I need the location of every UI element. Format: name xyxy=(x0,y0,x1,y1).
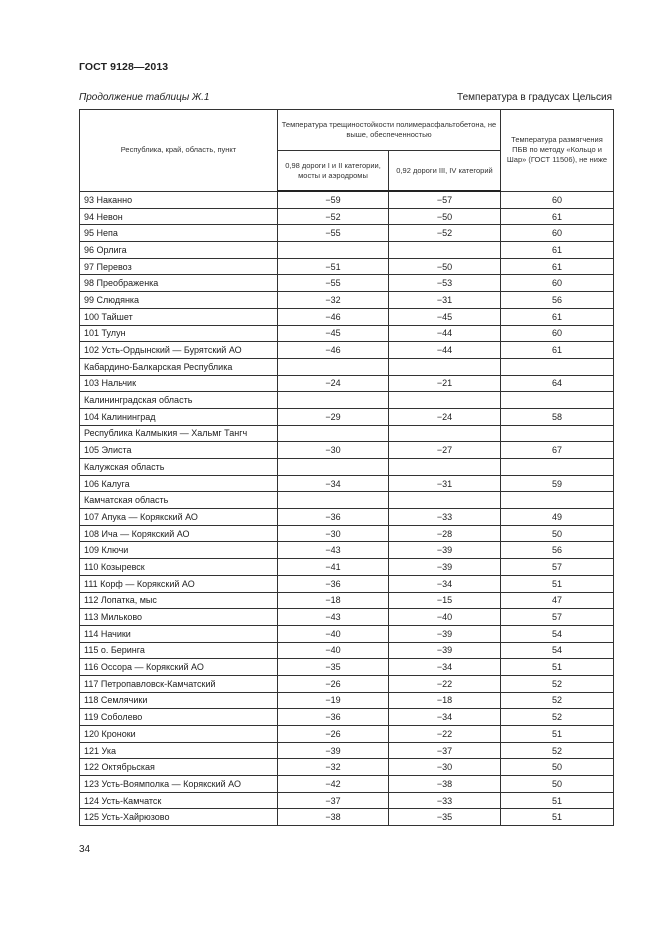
crack-temp-098-cell: −43 xyxy=(278,542,389,559)
group-name-cell: Республика Калмыкия — Хальмг Тангч xyxy=(80,425,278,442)
location-name-cell: 100 Тайшет xyxy=(80,308,278,325)
table-row xyxy=(80,592,614,609)
header-softening-temperature: Температура размягчения ПБВ по методу «Кольцо и Шар» (ГОСТ 11506), не ниже xyxy=(501,110,614,192)
crack-temp-092-cell: −34 xyxy=(389,659,501,676)
table-row xyxy=(80,742,614,759)
softening-temp-cell: 50 xyxy=(501,759,614,776)
crack-temp-092-cell: −33 xyxy=(389,509,501,526)
table-row xyxy=(80,709,614,726)
crack-temp-098-cell: −32 xyxy=(278,292,389,309)
table-row xyxy=(80,776,614,793)
crack-temp-098-cell xyxy=(278,459,389,476)
softening-temp-cell: 61 xyxy=(501,242,614,259)
table-row xyxy=(80,609,614,626)
location-name-cell: 119 Соболево xyxy=(80,709,278,726)
group-name-cell: Камчатская область xyxy=(80,492,278,509)
table-row xyxy=(80,242,614,259)
table-row xyxy=(80,275,614,292)
crack-temp-092-cell: −18 xyxy=(389,692,501,709)
softening-temp-cell: 49 xyxy=(501,509,614,526)
softening-temp-cell: 61 xyxy=(501,342,614,359)
crack-temp-092-cell: −15 xyxy=(389,592,501,609)
location-name-cell: 102 Усть-Ордынский — Бурятский АО xyxy=(80,342,278,359)
location-name-cell: 124 Усть-Камчатск xyxy=(80,792,278,809)
crack-temp-098-cell xyxy=(278,358,389,375)
crack-temp-092-cell: −34 xyxy=(389,575,501,592)
softening-temp-cell xyxy=(501,392,614,409)
group-name-cell: Калининградская область xyxy=(80,392,278,409)
crack-temp-092-cell: −52 xyxy=(389,225,501,242)
table-row xyxy=(80,208,614,225)
crack-temp-092-cell: −39 xyxy=(389,642,501,659)
crack-temp-092-cell: −53 xyxy=(389,275,501,292)
softening-temp-cell: 51 xyxy=(501,792,614,809)
table-group-row xyxy=(80,392,614,409)
crack-temp-092-cell: −21 xyxy=(389,375,501,392)
location-name-cell: 99 Слюдянка xyxy=(80,292,278,309)
softening-temp-cell: 52 xyxy=(501,675,614,692)
location-name-cell: 109 Ключи xyxy=(80,542,278,559)
crack-temp-098-cell: −30 xyxy=(278,525,389,542)
crack-temp-098-cell: −30 xyxy=(278,442,389,459)
softening-temp-cell: 61 xyxy=(501,208,614,225)
location-name-cell: 108 Ича — Корякский АО xyxy=(80,525,278,542)
softening-temp-cell: 60 xyxy=(501,225,614,242)
softening-temp-cell: 57 xyxy=(501,559,614,576)
location-name-cell: 118 Семлячики xyxy=(80,692,278,709)
table-group-row xyxy=(80,492,614,509)
softening-temp-cell: 60 xyxy=(501,275,614,292)
crack-temp-092-cell: −57 xyxy=(389,191,501,208)
softening-temp-cell: 50 xyxy=(501,525,614,542)
crack-temp-092-cell: −40 xyxy=(389,609,501,626)
location-name-cell: 111 Корф — Корякский АО xyxy=(80,575,278,592)
crack-temp-098-cell: −42 xyxy=(278,776,389,793)
location-name-cell: 98 Преображенка xyxy=(80,275,278,292)
crack-temp-098-cell xyxy=(278,392,389,409)
location-name-cell: 93 Наканно xyxy=(80,191,278,208)
softening-temp-cell xyxy=(501,492,614,509)
table-row xyxy=(80,625,614,642)
table-row xyxy=(80,408,614,425)
location-name-cell: 94 Невон xyxy=(80,208,278,225)
table-row xyxy=(80,308,614,325)
softening-temp-cell: 52 xyxy=(501,742,614,759)
table-group-row xyxy=(80,358,614,375)
crack-temp-092-cell xyxy=(389,425,501,442)
location-name-cell: 104 Калининград xyxy=(80,408,278,425)
crack-temp-092-cell xyxy=(389,242,501,259)
table-group-row xyxy=(80,459,614,476)
table-header xyxy=(80,110,614,192)
table-row xyxy=(80,525,614,542)
header-crack-resistance: Температура трещиностойкости полимерасфальтобетона, не выше, обеспеченностью xyxy=(278,110,501,151)
table-row xyxy=(80,475,614,492)
crack-temp-098-cell xyxy=(278,242,389,259)
table-row xyxy=(80,792,614,809)
table-row xyxy=(80,675,614,692)
table-row xyxy=(80,375,614,392)
crack-temp-098-cell: −59 xyxy=(278,191,389,208)
table-row xyxy=(80,509,614,526)
table-row xyxy=(80,692,614,709)
softening-temp-cell: 60 xyxy=(501,191,614,208)
crack-temp-092-cell: −33 xyxy=(389,792,501,809)
crack-temp-092-cell: −34 xyxy=(389,709,501,726)
crack-temp-098-cell: −55 xyxy=(278,275,389,292)
table-continuation-caption: Продолжение таблицы Ж.1 xyxy=(79,92,210,103)
softening-temp-cell: 54 xyxy=(501,642,614,659)
location-name-cell: 117 Петропавловск-Камчатский xyxy=(80,675,278,692)
crack-temp-098-cell: −37 xyxy=(278,792,389,809)
crack-temp-098-cell: −43 xyxy=(278,609,389,626)
softening-temp-cell: 58 xyxy=(501,408,614,425)
table-row xyxy=(80,191,614,208)
crack-temp-098-cell: −39 xyxy=(278,742,389,759)
crack-temp-098-cell: −38 xyxy=(278,809,389,826)
group-name-cell: Калужская область xyxy=(80,459,278,476)
crack-temp-092-cell: −28 xyxy=(389,525,501,542)
crack-temp-098-cell: −35 xyxy=(278,659,389,676)
location-name-cell: 107 Апука — Корякский АО xyxy=(80,509,278,526)
crack-temp-098-cell xyxy=(278,492,389,509)
softening-temp-cell: 64 xyxy=(501,375,614,392)
crack-temp-092-cell: −31 xyxy=(389,292,501,309)
location-name-cell: 95 Непа xyxy=(80,225,278,242)
softening-temp-cell: 61 xyxy=(501,258,614,275)
table-row xyxy=(80,542,614,559)
softening-temp-cell: 59 xyxy=(501,475,614,492)
table-row xyxy=(80,225,614,242)
group-name-cell: Кабардино-Балкарская Республика xyxy=(80,358,278,375)
location-name-cell: 106 Калуга xyxy=(80,475,278,492)
softening-temp-cell: 56 xyxy=(501,542,614,559)
table-row xyxy=(80,559,614,576)
location-name-cell: 97 Перевоз xyxy=(80,258,278,275)
crack-temp-098-cell: −40 xyxy=(278,642,389,659)
document-title: ГОСТ 9128—2013 xyxy=(79,61,169,73)
softening-temp-cell: 51 xyxy=(501,809,614,826)
location-name-cell: 120 Кроноки xyxy=(80,726,278,743)
table-group-row xyxy=(80,425,614,442)
table-row xyxy=(80,759,614,776)
crack-temp-098-cell: −36 xyxy=(278,509,389,526)
crack-temp-092-cell: −45 xyxy=(389,308,501,325)
crack-temp-092-cell: −24 xyxy=(389,408,501,425)
softening-temp-cell: 51 xyxy=(501,726,614,743)
crack-temp-098-cell: −36 xyxy=(278,575,389,592)
table-row xyxy=(80,258,614,275)
softening-temp-cell xyxy=(501,358,614,375)
header-probability-092: 0,92 дороги III, IV категорий xyxy=(389,151,501,192)
location-name-cell: 103 Нальчик xyxy=(80,375,278,392)
softening-temp-cell: 61 xyxy=(501,308,614,325)
crack-temp-092-cell: −22 xyxy=(389,726,501,743)
location-name-cell: 116 Оссора — Корякский АО xyxy=(80,659,278,676)
crack-temp-092-cell: −37 xyxy=(389,742,501,759)
table-row xyxy=(80,659,614,676)
softening-temp-cell: 57 xyxy=(501,609,614,626)
crack-temp-092-cell: −39 xyxy=(389,559,501,576)
crack-temp-092-cell: −50 xyxy=(389,208,501,225)
location-name-cell: 101 Тулун xyxy=(80,325,278,342)
location-name-cell: 113 Мильково xyxy=(80,609,278,626)
softening-temp-cell xyxy=(501,459,614,476)
location-name-cell: 122 Октябрьская xyxy=(80,759,278,776)
crack-temp-098-cell: −52 xyxy=(278,208,389,225)
softening-temp-cell: 51 xyxy=(501,659,614,676)
softening-temp-cell: 52 xyxy=(501,692,614,709)
crack-temp-092-cell: −44 xyxy=(389,325,501,342)
softening-temp-cell: 47 xyxy=(501,592,614,609)
softening-temp-cell: 51 xyxy=(501,575,614,592)
crack-temp-098-cell: −46 xyxy=(278,308,389,325)
crack-temp-092-cell: −50 xyxy=(389,258,501,275)
crack-temp-092-cell: −39 xyxy=(389,542,501,559)
crack-temp-092-cell: −22 xyxy=(389,675,501,692)
crack-temp-098-cell: −18 xyxy=(278,592,389,609)
softening-temp-cell: 56 xyxy=(501,292,614,309)
page-number: 34 xyxy=(79,844,91,855)
crack-temp-098-cell: −41 xyxy=(278,559,389,576)
softening-temp-cell: 50 xyxy=(501,776,614,793)
crack-temp-092-cell xyxy=(389,492,501,509)
crack-temp-092-cell: −35 xyxy=(389,809,501,826)
header-probability-098: 0,98 дороги I и II категории, мосты и аэродромы xyxy=(278,151,389,192)
table-row xyxy=(80,342,614,359)
table-body xyxy=(80,191,614,826)
crack-temp-098-cell: −26 xyxy=(278,726,389,743)
location-name-cell: 121 Ука xyxy=(80,742,278,759)
crack-temp-092-cell: −31 xyxy=(389,475,501,492)
table-row xyxy=(80,575,614,592)
crack-temp-092-cell: −44 xyxy=(389,342,501,359)
table-row xyxy=(80,642,614,659)
crack-temp-092-cell: −30 xyxy=(389,759,501,776)
crack-temp-098-cell: −51 xyxy=(278,258,389,275)
softening-temp-cell xyxy=(501,425,614,442)
crack-temp-098-cell: −46 xyxy=(278,342,389,359)
temperature-unit-note: Температура в градусах Цельсия xyxy=(457,92,612,103)
crack-temp-098-cell: −45 xyxy=(278,325,389,342)
softening-temp-cell: 67 xyxy=(501,442,614,459)
crack-temp-098-cell: −24 xyxy=(278,375,389,392)
location-name-cell: 96 Орлига xyxy=(80,242,278,259)
crack-temp-092-cell xyxy=(389,392,501,409)
crack-temp-098-cell: −40 xyxy=(278,625,389,642)
crack-temp-098-cell: −29 xyxy=(278,408,389,425)
location-name-cell: 105 Элиста xyxy=(80,442,278,459)
crack-temp-098-cell: −36 xyxy=(278,709,389,726)
table-row xyxy=(80,809,614,826)
table-row xyxy=(80,292,614,309)
table-row xyxy=(80,442,614,459)
table-row xyxy=(80,325,614,342)
location-name-cell: 125 Усть-Хайрюзово xyxy=(80,809,278,826)
crack-temp-092-cell: −27 xyxy=(389,442,501,459)
softening-temp-cell: 54 xyxy=(501,625,614,642)
crack-temp-098-cell xyxy=(278,425,389,442)
location-name-cell: 110 Козыревск xyxy=(80,559,278,576)
crack-temp-098-cell: −32 xyxy=(278,759,389,776)
softening-temp-cell: 52 xyxy=(501,709,614,726)
crack-temp-092-cell: −38 xyxy=(389,776,501,793)
softening-temp-cell: 60 xyxy=(501,325,614,342)
crack-temp-092-cell: −39 xyxy=(389,625,501,642)
location-name-cell: 112 Лопатка, мыс xyxy=(80,592,278,609)
location-name-cell: 114 Начики xyxy=(80,625,278,642)
crack-temp-098-cell: −55 xyxy=(278,225,389,242)
location-name-cell: 123 Усть-Воямполка — Корякский АО xyxy=(80,776,278,793)
location-name-cell: 115 о. Беринга xyxy=(80,642,278,659)
crack-temp-092-cell xyxy=(389,459,501,476)
crack-temp-092-cell xyxy=(389,358,501,375)
crack-temp-098-cell: −34 xyxy=(278,475,389,492)
temperature-table xyxy=(79,109,614,826)
crack-temp-098-cell: −19 xyxy=(278,692,389,709)
table-row xyxy=(80,726,614,743)
crack-temp-098-cell: −26 xyxy=(278,675,389,692)
header-region: Республика, край, область, пункт xyxy=(80,110,278,192)
